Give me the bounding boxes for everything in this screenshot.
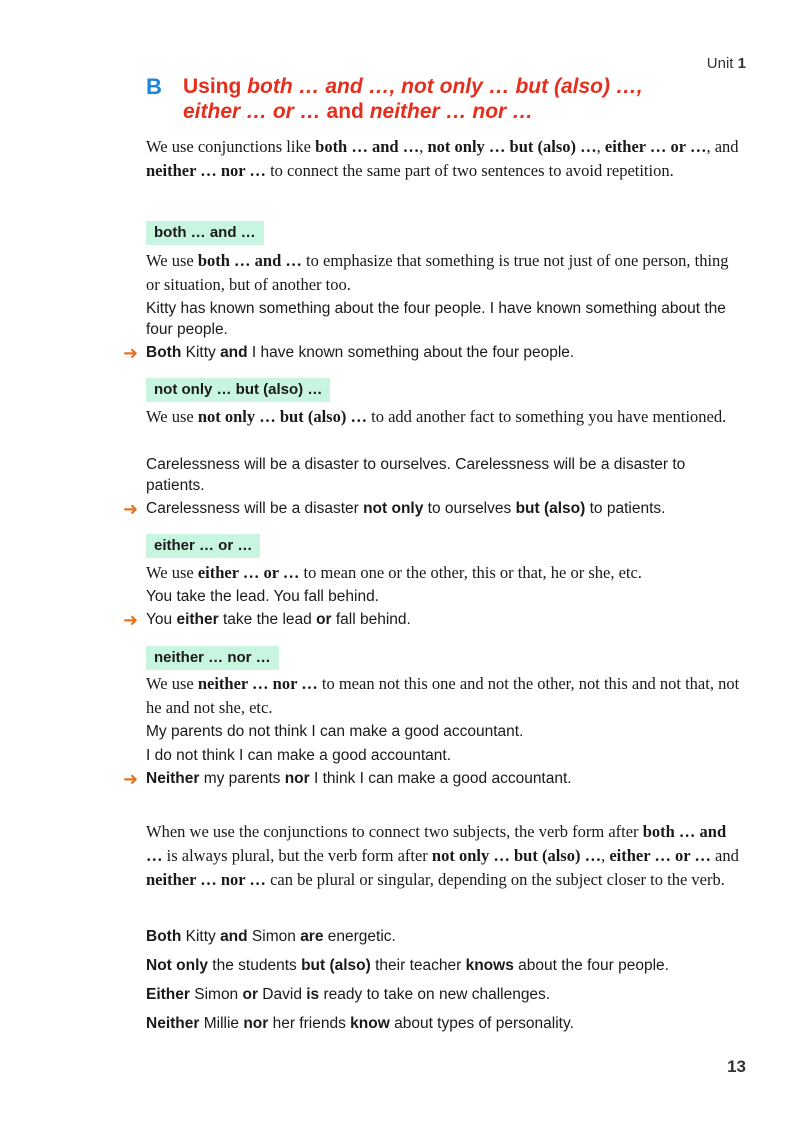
example-line: My parents do not think I can make a good accountant. — [146, 723, 524, 740]
section-title — [183, 74, 743, 124]
text-run: the students — [208, 957, 302, 974]
text-run: Millie — [199, 1015, 244, 1032]
text-run: their teacher — [370, 957, 466, 974]
bold-run: not only — [363, 500, 424, 517]
bold-run: both … and … — [197, 251, 302, 270]
bold-run: or — [316, 611, 332, 628]
bold-run: knows — [465, 957, 514, 974]
text-run: We use — [146, 563, 198, 582]
text-run: I have known something about the four people. — [247, 344, 575, 361]
bold-run: is — [306, 986, 320, 1003]
bold-run: Both — [146, 928, 182, 945]
result-both-and — [146, 343, 746, 363]
text-run: We use — [146, 251, 198, 270]
text-run: ready to take on new challenges. — [319, 986, 551, 1003]
bold-run: either … or … — [197, 563, 300, 582]
text-run: to emphasize that something is true not just of one person, thing or situation, but of another too. — [146, 251, 729, 294]
text-run: We use conjunctions like — [146, 137, 316, 156]
bold-run: not only … but (also) … — [431, 846, 602, 865]
bold-run: not only … but (also) … — [197, 407, 367, 426]
unit-word: Unit — [706, 55, 734, 72]
text-run: We use — [146, 407, 198, 426]
right-arrow-icon: ➜ — [123, 769, 139, 789]
bold-run: not only … but (also) … — [427, 137, 597, 156]
text-run: to mean not this one and not the other, not this and not that, not he and not she, etc. — [146, 674, 740, 717]
text-run: You — [146, 611, 177, 628]
text-run: about types of personality. — [389, 1015, 574, 1032]
unit-label — [707, 55, 746, 72]
example-not-only: Carelessness will be a disaster to ourselves. Carelessness will be a disaster to patients. — [146, 456, 686, 494]
bold-run: know — [350, 1015, 390, 1032]
title-part: either … or … — [183, 100, 321, 123]
text-run: David — [258, 986, 307, 1003]
bold-run: both … and … — [315, 137, 420, 156]
rule-example — [146, 955, 746, 976]
text-run: Kitty — [181, 344, 221, 361]
unit-number: 1 — [737, 55, 746, 72]
title-part: both … and …, not only … but (also) …, — [247, 75, 643, 98]
bold-run: nor — [243, 1015, 269, 1032]
text-run: can be plural or singular, depending on the subject closer to the verb. — [265, 870, 725, 889]
text-run: is always plural, but the verb form after — [162, 846, 432, 865]
bold-run: and — [220, 928, 248, 945]
explanation-not-only — [146, 405, 746, 429]
text-run: I think I can make a good accountant. — [309, 770, 572, 787]
bold-run: either … or … — [604, 137, 707, 156]
verb-rule-paragraph — [146, 820, 746, 892]
text-run: take the lead — [218, 611, 317, 628]
intro-paragraph — [146, 135, 746, 183]
explanation-both-and — [146, 249, 746, 297]
text-run: , — [419, 137, 428, 156]
text-run: to connect the same part of two sentences to avoid repetition. — [265, 161, 674, 180]
bold-run: both … and … — [146, 822, 727, 865]
text-run: Simon — [189, 986, 243, 1003]
right-arrow-icon: ➜ — [123, 610, 139, 630]
text-run: to mean one or the other, this or that, he or she, etc. — [299, 563, 642, 582]
bold-run: but (also) — [301, 957, 371, 974]
text-run: , — [596, 137, 605, 156]
title-part: Using — [183, 75, 248, 98]
rule-example — [146, 984, 746, 1005]
example-both-and: Kitty has known something about the four people. I have known something about the four people. — [146, 300, 726, 338]
tag-not-only: not only … but (also) … — [146, 378, 330, 402]
right-arrow-icon: ➜ — [123, 343, 139, 363]
bold-run: either — [176, 611, 219, 628]
text-run: When we use the conjunctions to connect two subjects, the verb form after — [146, 822, 643, 841]
rule-example — [146, 926, 746, 947]
result-neither-nor — [146, 769, 746, 789]
tag-both-and: both … and … — [146, 221, 264, 245]
text-run: energetic. — [323, 928, 396, 945]
bold-run: neither … nor … — [146, 161, 266, 180]
explanation-either-or — [146, 561, 746, 585]
bold-run: Neither — [146, 1015, 200, 1032]
bold-run: Neither — [146, 770, 200, 787]
bold-run: but (also) — [515, 500, 586, 517]
result-either-or — [146, 610, 746, 630]
text-run: to add another fact to something you have mentioned. — [366, 407, 727, 426]
bold-run: Not only — [146, 957, 208, 974]
bold-run: Both — [146, 344, 182, 361]
example-either-or: You take the lead. You fall behind. — [146, 588, 379, 605]
bold-run: and — [220, 344, 248, 361]
bold-run: nor — [284, 770, 310, 787]
text-run: about the four people. — [513, 957, 669, 974]
bold-run: or — [242, 986, 258, 1003]
bold-run: neither … nor … — [146, 870, 266, 889]
title-part: neither … nor … — [369, 100, 534, 123]
tag-either-or: either … or … — [146, 534, 260, 558]
bold-run: neither … nor … — [197, 674, 318, 693]
text-run: to patients. — [585, 500, 666, 517]
bold-run: Either — [146, 986, 190, 1003]
text-run: fall behind. — [331, 611, 411, 628]
tag-neither-nor: neither … nor … — [146, 646, 279, 670]
text-run: , and — [706, 137, 739, 156]
text-run: Carelessness will be a disaster — [146, 500, 364, 517]
title-part: and — [320, 100, 370, 123]
example-line: I do not think I can make a good accountant. — [146, 747, 452, 764]
text-run: Simon — [247, 928, 301, 945]
explanation-neither-nor — [146, 672, 746, 720]
rule-example — [146, 1013, 746, 1034]
section-letter: B — [146, 74, 162, 99]
text-run: , — [601, 846, 610, 865]
result-not-only — [146, 499, 746, 519]
text-run: her friends — [268, 1015, 351, 1032]
right-arrow-icon: ➜ — [123, 499, 139, 519]
text-run: Kitty — [181, 928, 221, 945]
text-run: to ourselves — [423, 500, 516, 517]
text-run: my parents — [199, 770, 285, 787]
page-number: 13 — [727, 1057, 746, 1076]
example-neither-nor — [146, 720, 746, 768]
text-run: We use — [146, 674, 198, 693]
bold-run: either … or … — [609, 846, 711, 865]
text-run: and — [710, 846, 739, 865]
bold-run: are — [300, 928, 324, 945]
